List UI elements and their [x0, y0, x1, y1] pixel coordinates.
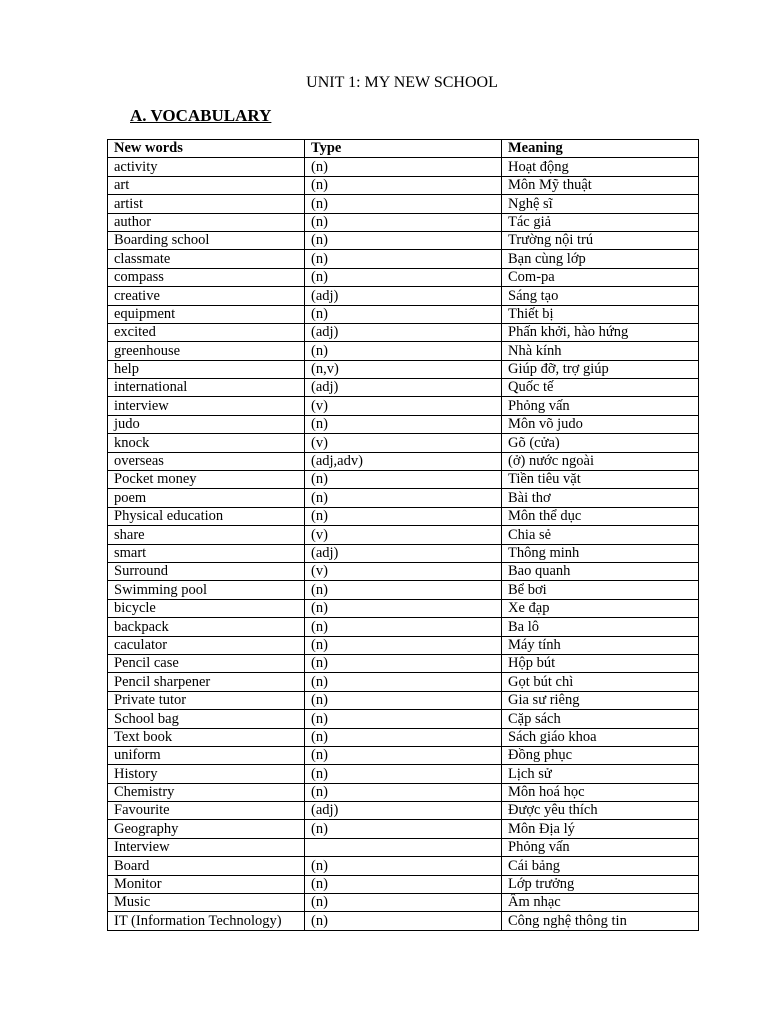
table-row: [108, 526, 699, 544]
table-row: [108, 581, 699, 599]
word-cell: international: [108, 379, 305, 397]
meaning-cell: Được yêu thích: [502, 802, 699, 820]
type-cell: (adj,adv): [305, 452, 502, 470]
type-cell: (n): [305, 857, 502, 875]
type-cell: (n): [305, 820, 502, 838]
meaning-cell: Gọt bút chì: [502, 673, 699, 691]
page-title: UNIT 1: MY NEW SCHOOL: [306, 74, 498, 91]
meaning-cell: Com-pa: [502, 268, 699, 286]
table-row: [108, 544, 699, 562]
type-cell: (n): [305, 875, 502, 893]
word-cell: Geography: [108, 820, 305, 838]
type-cell: (n): [305, 342, 502, 360]
word-cell: artist: [108, 195, 305, 213]
meaning-cell: Xe đạp: [502, 599, 699, 617]
word-cell: Pencil case: [108, 654, 305, 672]
meaning-cell: Phỏng vấn: [502, 397, 699, 415]
table-row: [108, 379, 699, 397]
table-row: [108, 746, 699, 764]
type-cell: (n): [305, 176, 502, 194]
vocabulary-table: [107, 139, 699, 931]
type-cell: (n): [305, 250, 502, 268]
table-row: [108, 802, 699, 820]
type-cell: (adj): [305, 802, 502, 820]
meaning-cell: Giúp đỡ, trợ giúp: [502, 360, 699, 378]
table-row: [108, 360, 699, 378]
word-cell: uniform: [108, 746, 305, 764]
type-cell: (n): [305, 912, 502, 930]
word-cell: History: [108, 765, 305, 783]
meaning-cell: Môn võ judo: [502, 415, 699, 433]
meaning-cell: Trường nội trú: [502, 231, 699, 249]
type-cell: (n,v): [305, 360, 502, 378]
table-row: [108, 618, 699, 636]
type-cell: (n): [305, 268, 502, 286]
type-cell: (n): [305, 783, 502, 801]
word-cell: Favourite: [108, 802, 305, 820]
type-cell: (adj): [305, 544, 502, 562]
word-cell: art: [108, 176, 305, 194]
meaning-cell: Bao quanh: [502, 562, 699, 580]
type-cell: (v): [305, 434, 502, 452]
table-row: [108, 287, 699, 305]
word-cell: judo: [108, 415, 305, 433]
meaning-cell: Thiết bị: [502, 305, 699, 323]
meaning-cell: Đồng phục: [502, 746, 699, 764]
meaning-cell: Ba lô: [502, 618, 699, 636]
word-cell: Board: [108, 857, 305, 875]
table-row: [108, 765, 699, 783]
table-row: [108, 434, 699, 452]
meaning-cell: Quốc tế: [502, 379, 699, 397]
meaning-cell: Lịch sử: [502, 765, 699, 783]
word-cell: School bag: [108, 710, 305, 728]
meaning-cell: Chia sẻ: [502, 526, 699, 544]
table-row: [108, 231, 699, 249]
type-cell: (n): [305, 507, 502, 525]
word-cell: poem: [108, 489, 305, 507]
table-row: [108, 158, 699, 176]
table-row: [108, 471, 699, 489]
table-row: [108, 305, 699, 323]
word-cell: classmate: [108, 250, 305, 268]
meaning-cell: Môn thể dục: [502, 507, 699, 525]
word-cell: Pencil sharpener: [108, 673, 305, 691]
meaning-cell: (ở) nước ngoài: [502, 452, 699, 470]
table-row: [108, 636, 699, 654]
word-cell: Text book: [108, 728, 305, 746]
meaning-cell: Cái bảng: [502, 857, 699, 875]
table-row: [108, 599, 699, 617]
table-row: [108, 838, 699, 856]
table-row: [108, 323, 699, 341]
word-cell: help: [108, 360, 305, 378]
word-cell: Pocket money: [108, 471, 305, 489]
table-row: [108, 691, 699, 709]
meaning-cell: Lớp trưởng: [502, 875, 699, 893]
word-cell: Music: [108, 894, 305, 912]
table-body: [108, 158, 699, 930]
table-row: [108, 507, 699, 525]
table-row: [108, 912, 699, 930]
table-row: [108, 820, 699, 838]
word-cell: Surround: [108, 562, 305, 580]
word-cell: interview: [108, 397, 305, 415]
word-cell: author: [108, 213, 305, 231]
word-cell: Private tutor: [108, 691, 305, 709]
word-cell: Chemistry: [108, 783, 305, 801]
type-cell: [305, 838, 502, 856]
type-cell: (n): [305, 765, 502, 783]
word-cell: excited: [108, 323, 305, 341]
meaning-cell: Hoạt động: [502, 158, 699, 176]
type-cell: (n): [305, 746, 502, 764]
word-cell: Swimming pool: [108, 581, 305, 599]
type-cell: (adj): [305, 287, 502, 305]
word-cell: activity: [108, 158, 305, 176]
word-cell: Interview: [108, 838, 305, 856]
table-row: [108, 894, 699, 912]
table-row: [108, 415, 699, 433]
table-row: [108, 728, 699, 746]
meaning-cell: Bạn cùng lớp: [502, 250, 699, 268]
word-cell: overseas: [108, 452, 305, 470]
type-cell: (n): [305, 213, 502, 231]
type-cell: (n): [305, 195, 502, 213]
type-cell: (n): [305, 599, 502, 617]
type-cell: (n): [305, 894, 502, 912]
type-cell: (v): [305, 562, 502, 580]
table-row: [108, 783, 699, 801]
table-row: [108, 452, 699, 470]
type-cell: (n): [305, 415, 502, 433]
type-cell: (n): [305, 305, 502, 323]
type-cell: (n): [305, 710, 502, 728]
header-new-words: New words: [108, 140, 305, 158]
meaning-cell: Gia sư riêng: [502, 691, 699, 709]
word-cell: smart: [108, 544, 305, 562]
word-cell: backpack: [108, 618, 305, 636]
meaning-cell: Nhà kính: [502, 342, 699, 360]
meaning-cell: Môn hoá học: [502, 783, 699, 801]
word-cell: compass: [108, 268, 305, 286]
meaning-cell: Sách giáo khoa: [502, 728, 699, 746]
type-cell: (v): [305, 397, 502, 415]
meaning-cell: Bài thơ: [502, 489, 699, 507]
section-heading: A. VOCABULARY: [130, 106, 272, 125]
header-type: Type: [305, 140, 502, 158]
table-header-row: [108, 140, 699, 158]
type-cell: (n): [305, 673, 502, 691]
type-cell: (n): [305, 581, 502, 599]
meaning-cell: Phấn khởi, hào hứng: [502, 323, 699, 341]
meaning-cell: Phỏng vấn: [502, 838, 699, 856]
type-cell: (n): [305, 489, 502, 507]
type-cell: (n): [305, 231, 502, 249]
word-cell: equipment: [108, 305, 305, 323]
type-cell: (n): [305, 691, 502, 709]
table-row: [108, 250, 699, 268]
table-row: [108, 673, 699, 691]
meaning-cell: Cặp sách: [502, 710, 699, 728]
type-cell: (n): [305, 636, 502, 654]
table-row: [108, 875, 699, 893]
word-cell: bicycle: [108, 599, 305, 617]
word-cell: knock: [108, 434, 305, 452]
meaning-cell: Tác giả: [502, 213, 699, 231]
meaning-cell: Thông minh: [502, 544, 699, 562]
meaning-cell: Âm nhạc: [502, 894, 699, 912]
table-row: [108, 710, 699, 728]
header-meaning: Meaning: [502, 140, 699, 158]
table-row: [108, 562, 699, 580]
type-cell: (n): [305, 618, 502, 636]
meaning-cell: Máy tính: [502, 636, 699, 654]
word-cell: share: [108, 526, 305, 544]
meaning-cell: Môn Mỹ thuật: [502, 176, 699, 194]
word-cell: IT (Information Technology): [108, 912, 305, 930]
meaning-cell: Công nghệ thông tin: [502, 912, 699, 930]
meaning-cell: Môn Địa lý: [502, 820, 699, 838]
word-cell: greenhouse: [108, 342, 305, 360]
table-row: [108, 397, 699, 415]
type-cell: (v): [305, 526, 502, 544]
table-row: [108, 213, 699, 231]
word-cell: Boarding school: [108, 231, 305, 249]
type-cell: (n): [305, 471, 502, 489]
table-row: [108, 195, 699, 213]
word-cell: Monitor: [108, 875, 305, 893]
meaning-cell: Nghệ sĩ: [502, 195, 699, 213]
type-cell: (adj): [305, 323, 502, 341]
type-cell: (n): [305, 158, 502, 176]
word-cell: Physical education: [108, 507, 305, 525]
table-row: [108, 654, 699, 672]
word-cell: creative: [108, 287, 305, 305]
meaning-cell: Tiền tiêu vặt: [502, 471, 699, 489]
type-cell: (n): [305, 654, 502, 672]
table-row: [108, 176, 699, 194]
meaning-cell: Bể bơi: [502, 581, 699, 599]
table-row: [108, 268, 699, 286]
table-row: [108, 342, 699, 360]
meaning-cell: Hộp bút: [502, 654, 699, 672]
table-row: [108, 857, 699, 875]
meaning-cell: Sáng tạo: [502, 287, 699, 305]
word-cell: caculator: [108, 636, 305, 654]
type-cell: (adj): [305, 379, 502, 397]
meaning-cell: Gõ (cửa): [502, 434, 699, 452]
table-row: [108, 489, 699, 507]
type-cell: (n): [305, 728, 502, 746]
